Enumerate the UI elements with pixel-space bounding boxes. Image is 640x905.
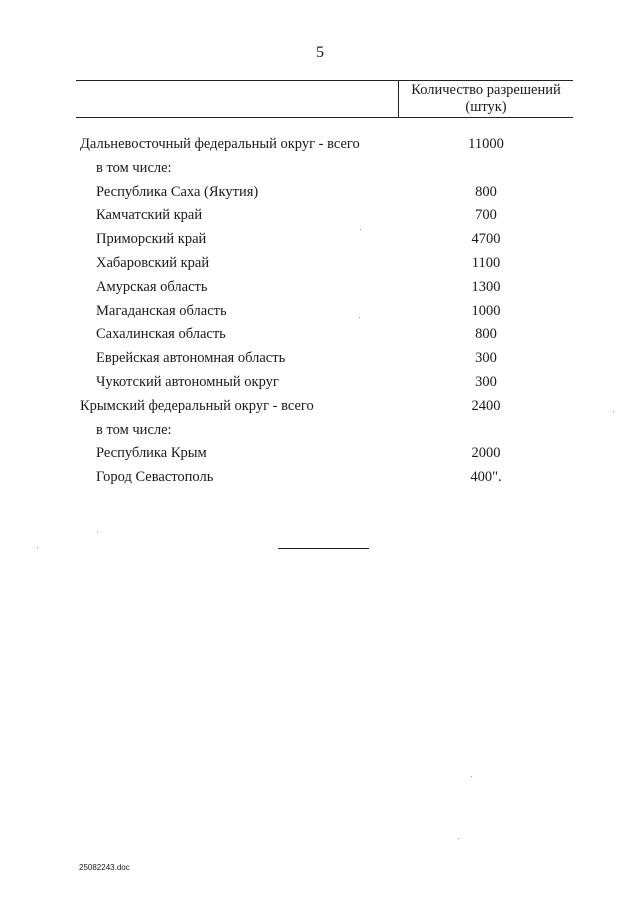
value-column-header-line1: Количество разрешений xyxy=(411,82,561,98)
scan-speck xyxy=(613,411,614,412)
scan-speck xyxy=(97,532,98,533)
table-row-district-far-east xyxy=(0,133,640,157)
row-label: Город Севастополь xyxy=(96,469,214,486)
row-value: 300 xyxy=(475,373,497,390)
row-label: в том числе: xyxy=(96,159,172,176)
table-value-column-header xyxy=(399,82,573,116)
row-label: Приморский край xyxy=(96,231,207,248)
row-value: 1100 xyxy=(471,254,501,271)
scan-speck xyxy=(359,317,360,318)
closing-separator-line xyxy=(278,548,369,549)
table-row xyxy=(0,300,640,324)
row-value: 2000 xyxy=(471,445,501,462)
scan-speck xyxy=(471,776,472,777)
scan-speck xyxy=(37,547,38,548)
value-column-header-line2: (штук) xyxy=(465,99,507,115)
row-label: Камчатский край xyxy=(96,207,203,224)
row-value: 300 xyxy=(475,350,497,367)
row-value: 800 xyxy=(475,183,497,200)
row-value: 11000 xyxy=(468,136,504,152)
row-label: Еврейская автономная область xyxy=(96,350,286,367)
table-row-subheading xyxy=(0,419,640,443)
table-row xyxy=(0,228,640,252)
table-row xyxy=(0,371,640,395)
row-value: 1300 xyxy=(471,278,501,295)
table-row xyxy=(0,323,640,347)
row-label: Хабаровский край xyxy=(96,254,210,271)
row-value: 4700 xyxy=(471,231,501,248)
row-value: 800 xyxy=(475,326,497,343)
row-label: в том числе: xyxy=(96,421,172,438)
table-row xyxy=(0,204,640,228)
table-row xyxy=(0,181,640,205)
table-row xyxy=(0,466,640,490)
table-row xyxy=(0,252,640,276)
row-label: Крымский федеральный округ - всего xyxy=(80,397,314,414)
row-label: Магаданская область xyxy=(96,302,227,319)
row-value: 1000 xyxy=(471,302,501,319)
row-label: Республика Саха (Якутия) xyxy=(96,183,259,200)
row-value: 400". xyxy=(470,469,502,486)
scan-speck xyxy=(360,229,361,230)
scan-speck xyxy=(458,838,459,839)
row-label: Сахалинская область xyxy=(96,326,226,343)
row-label: Чукотский автономный округ xyxy=(96,373,279,390)
page-number: 5 xyxy=(316,44,324,61)
row-label: Амурская область xyxy=(96,278,208,295)
table-body xyxy=(0,133,640,490)
row-label: Республика Крым xyxy=(96,445,207,462)
table-row xyxy=(0,347,640,371)
row-label: Дальневосточный федеральный округ - всего xyxy=(80,136,360,152)
table-header-bottom-rule xyxy=(76,117,573,118)
table-row xyxy=(0,276,640,300)
table-row xyxy=(0,442,640,466)
row-value: 2400 xyxy=(471,397,501,414)
footer-file-name: 25082243.doc xyxy=(79,863,130,872)
row-value: 700 xyxy=(475,207,497,224)
table-row-subheading xyxy=(0,157,640,181)
table-row-district-crimea xyxy=(0,395,640,419)
table-top-rule xyxy=(76,80,573,81)
